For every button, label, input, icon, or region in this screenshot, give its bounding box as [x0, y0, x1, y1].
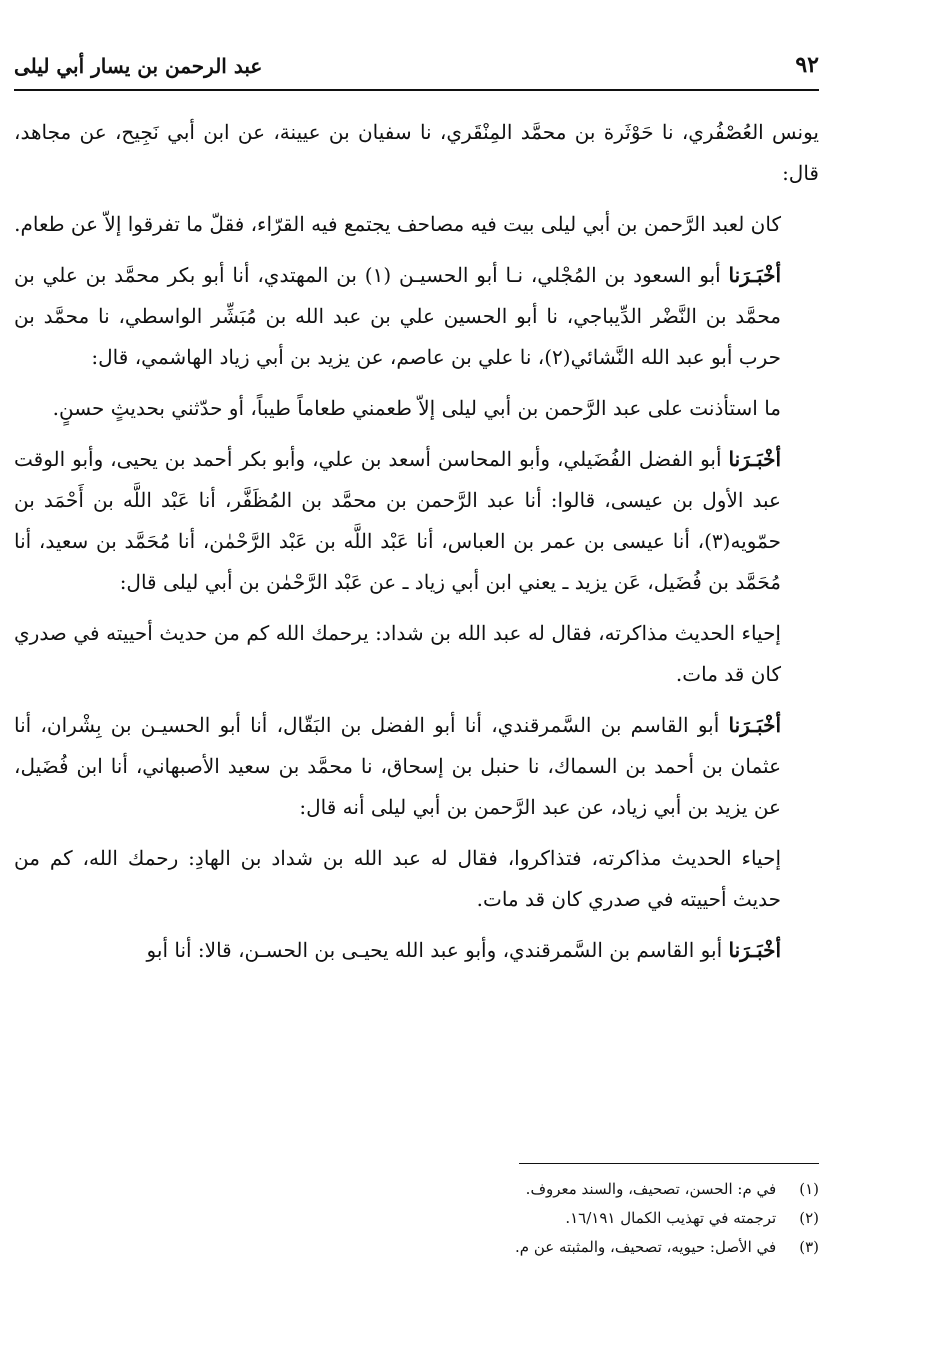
paragraph-text: أبو القاسم بن السَّمرقندي، أنا أبو الفضل بن البَقّال، أنا أبو الحسيـن بن بِشْران، أنا عثمان بن أحمد بن السماك، نا حنبل بن إسحاق، نا محمَّد بن سعيد الأصبهاني، أنا ابن فُضَيل، عن يزيد بن أبي زياد، عن عبد الرَّحمن بن أبي ليلى أنه قال: — [14, 713, 781, 819]
paragraph-text: ما استأذنت على عبد الرَّحمن بن أبي ليلى إلاّ طعمني طعاماً طيباً، أو حدّثني بحديثٍ حسنٍ. — [52, 396, 781, 420]
running-header — [14, 48, 819, 88]
footnote-text: في م: الحسن، تصحيف، والسند معروف. — [525, 1180, 777, 1198]
footnote — [259, 1233, 819, 1262]
page-body — [14, 112, 819, 981]
header-rule — [14, 89, 819, 91]
akhbarana-keyword: أخْبَـرَنا — [728, 447, 781, 471]
footnotes — [259, 1175, 819, 1262]
header-title: عبد الرحمن بن يسار أبي ليلى — [14, 54, 263, 78]
footnote-number: (١) — [799, 1180, 819, 1198]
footnote-text: ترجمته في تهذيب الكمال ١٦/١٩١. — [565, 1209, 777, 1227]
page-number: ٩٢ — [795, 52, 819, 78]
paragraph-text: يونس العُصْفُري، نا حَوْثَرة بن محمَّد المِنْقَري، نا سفيان بن عيينة، عن ابن أبي نَجِيح، عن مجاهد، قال: — [14, 120, 819, 185]
akhbarana-keyword: أخْبَـرَنا — [728, 713, 782, 737]
paragraph-isnad — [14, 705, 819, 828]
footnote-number: (٣) — [799, 1238, 819, 1256]
footnote-text: في الأصل: حيويه، تصحيف، والمثبته عن م. — [515, 1238, 777, 1256]
akhbarana-keyword: أخْبَـرَنا — [728, 938, 781, 962]
footnote — [259, 1175, 819, 1204]
paragraph-report — [14, 388, 819, 429]
paragraph-report — [14, 838, 819, 920]
paragraph-text: أبو السعود بن المُجْلي، نـا أبو الحسيـن (١) بن المهتدي، أنا أبو بكر محمَّد بن علي بن محمَّد بن النَّضْر الدِّيباجي، نا أبو الحسين علي بن عبد الله بن مُبَشِّر الواسطي، نا محمَّد بن حرب أبو عبد الله النَّشائي(٢)، نا علي بن عاصم، عن يزيد بن أبي زياد الهاشمي، قال: — [14, 263, 781, 369]
paragraph-report — [14, 204, 819, 245]
paragraph-text: إحياء الحديث مذاكرته، فقال له عبد الله بن شداد: يرحمك الله كم من حديث أحييته في صدري كان قد مات. — [14, 621, 781, 686]
paragraph-text: أبو القاسم بن السَّمرقندي، وأبو عبد الله يحيـى بن الحسـن، قالا: أنا أبو — [146, 938, 723, 962]
paragraph-isnad — [14, 439, 819, 603]
paragraph-text: إحياء الحديث مذاكرته، فتذاكروا، فقال له عبد الله بن شداد بن الهادِ: رحمك الله، كم من حديث أحييته في صدري كان قد مات. — [14, 846, 781, 911]
footnote — [259, 1204, 819, 1233]
paragraph-report — [14, 613, 819, 695]
footnote-rule — [519, 1163, 819, 1164]
paragraph-text: كان لعبد الرَّحمن بن أبي ليلى بيت فيه مصاحف يجتمع فيه القرّاء، فقلّ ما تفرقوا إلاّ عن طعام. — [14, 212, 781, 236]
akhbarana-keyword: أخْبَـرَنا — [728, 263, 782, 287]
paragraph-text: أبو الفضل الفُضَيلي، وأبو المحاسن أسعد بن علي، وأبو بكر أحمد بن يحيى، وأبو الوقت عبد الأول بن عيسى، قالوا: أنا عبد الرَّحمن بن محمَّد بن المُظَفَّر، أنا عَبْد اللَّه بن أَحْمَد بن حمّويه(٣)، أنا عيسى بن عمر بن العباس، أنا عَبْد اللَّه بن عَبْد الرَّحْمٰن، أنا مُحَمَّد بن سعيد، أنا مُحَمَّد بن فُضَيل، عَن يزيد ـ يعني ابن أبي زياد ـ عن عَبْد الرَّحْمٰن بن أبي ليلى قال: — [14, 447, 781, 594]
paragraph-isnad — [14, 255, 819, 378]
paragraph-isnad — [14, 112, 819, 194]
paragraph-isnad — [14, 930, 819, 971]
footnote-number: (٢) — [799, 1209, 819, 1227]
